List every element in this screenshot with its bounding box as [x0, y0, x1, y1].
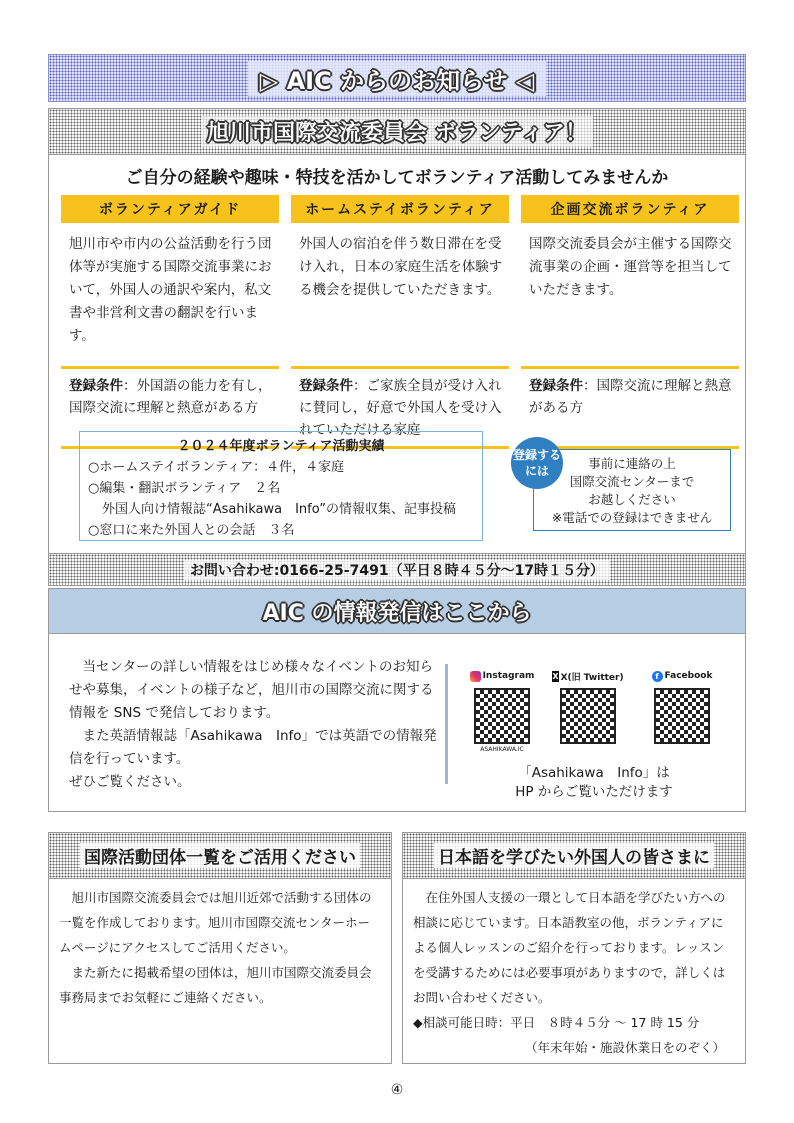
info-divider: [445, 664, 448, 784]
sns-x[interactable]: [553, 668, 623, 744]
column-condition: [521, 369, 739, 449]
hp-note-line: 「Asahikawa Info」は: [518, 765, 670, 781]
contact-text: お問い合わせ:0166-25-7491（平日８時４５分～17時１５分）: [184, 560, 610, 580]
column-description: 旭川市や市内の公益活動を行う団体等が実施する国際交流事業において，外国人の通訳や案内，私文書や非営利文書の翻訳を行います。: [61, 223, 279, 369]
register-line: 国際交流センターまで: [569, 474, 695, 489]
info-title-bar: [48, 588, 746, 634]
hp-note: [469, 764, 719, 802]
info-paragraph: ぜひご覧ください。: [69, 774, 191, 790]
record-line: 外国人向け情報誌“Asahikawa Info”の情報収集、記事投稿: [102, 502, 456, 517]
japanese-box: [402, 832, 746, 1064]
facebook-qr-code[interactable]: [654, 688, 710, 744]
info-text: [69, 656, 437, 794]
contact-bar: [49, 553, 745, 585]
condition-text: ：国際交流に理解と熱意がある方: [529, 378, 732, 416]
condition-text: ：外国語の能力を有し，国際交流に理解と熱意がある方: [69, 378, 272, 416]
column-label: ホームステイボランティア: [291, 195, 509, 223]
activity-record-box: [79, 431, 483, 541]
record-line: ○ホームステイボランティア：４件，４家庭: [88, 460, 345, 475]
sns-name: X(旧 Twitter): [560, 672, 624, 683]
groups-paragraph: また新たに掲載希望の団体は，旭川市国際交流委員会事務局までお気軽にご連絡ください。: [59, 965, 372, 1005]
record-line: ○編集・翻訳ボランティア ２名: [88, 481, 281, 496]
volunteer-title: 旭川市国際交流委員会 ボランティア！: [201, 116, 593, 147]
japanese-paragraph: 在住外国人支援の一環として日本語を学びたい方への相談に応じています。日本語教室の他，ボランティアによる個人レッスンのご紹介を行っております。レッスンを受講するためには必要事項がありますので，詳しくはお問い合わせください。: [413, 890, 726, 1005]
register-line: ※電話での登録はできません: [551, 510, 713, 525]
groups-paragraph: 旭川市国際交流委員会では旭川近郊で活動する団体の一覧を作成しております。旭川市国際交流センターホームページにアクセスしてご活用ください。: [59, 890, 372, 955]
record-line: ○窓口に来た外国人との会話 ３名: [88, 523, 295, 538]
condition-label: 登録条件: [299, 378, 353, 394]
info-title: AIC の情報発信はここから: [262, 600, 532, 626]
column-label: 企画交流ボランティア: [521, 195, 739, 223]
condition-text: ：ご家族全員が受け入れに賛同し，好意で外国人を受け入れていただける家庭: [299, 378, 502, 438]
instagram-icon: [470, 671, 481, 682]
japanese-title-bar: [403, 833, 745, 879]
column-description: 外国人の宿泊を伴う数日滞在を受け入れ，日本の家庭生活を体験する機会を提供していただきます。: [291, 223, 509, 369]
record-title: ２０２４年度ボランティア活動実績: [177, 439, 385, 454]
register-badge: 登録するには: [511, 437, 563, 489]
condition-label: 登録条件: [529, 378, 583, 394]
groups-body: [49, 879, 391, 1010]
aic-news-banner: [48, 54, 746, 102]
register-line: お越しください: [588, 492, 676, 507]
banner-title: ▷ AIC からのお知らせ ◁: [248, 61, 546, 96]
x-icon: X: [552, 671, 559, 681]
info-paragraph: 当センターの詳しい情報をはじめ様々なイベントのお知らせや募集，イベントの様子など，旭川市の国際交流に関する情報を SNS で発信しております。: [69, 659, 434, 721]
hp-note-line: HP からご覧いただけます: [515, 784, 673, 800]
info-body: [48, 634, 746, 812]
page-number: ④: [390, 1082, 404, 1098]
x-qr-code[interactable]: [560, 688, 616, 744]
groups-title-bar: [49, 833, 391, 879]
volunteer-column-guide: [61, 195, 279, 449]
instagram-qr-code[interactable]: [474, 688, 530, 744]
info-paragraph: また英語情報誌「Asahikawa Info」では英語での情報発信を行っています。: [69, 728, 437, 767]
volunteer-lead: ご自分の経験や趣味・特技を活かしてボランティア活動してみませんか: [125, 168, 669, 188]
volunteer-title-bar: [49, 109, 745, 155]
japanese-title: 日本語を学びたい外国人の皆さまに: [434, 843, 714, 868]
groups-title: 国際活動団体一覧をご活用ください: [80, 843, 360, 868]
japanese-note: （年末年始・施設休業日をのぞく）: [524, 1040, 725, 1055]
column-description: 国際交流委員会が主催する国際交流事業の企画・運営等を担当していただきます。: [521, 223, 739, 369]
groups-box: [48, 832, 392, 1064]
sns-instagram[interactable]: [467, 668, 537, 753]
sns-name: Instagram: [482, 671, 535, 681]
register-line: 事前に連絡の上: [588, 456, 676, 471]
facebook-icon: f: [652, 671, 663, 682]
sns-name: Facebook: [664, 671, 713, 681]
condition-label: 登録条件: [69, 378, 123, 394]
sns-account: ASAHIKAWA.IC: [480, 746, 524, 753]
sns-facebook[interactable]: [647, 668, 717, 744]
volunteer-column-planning: [521, 195, 739, 449]
volunteer-column-homestay: [291, 195, 509, 449]
japanese-body: [403, 879, 745, 1060]
japanese-hours: ◆相談可能日時：平日 ８時４５分 ～ 17 時 15 分: [413, 1015, 700, 1030]
column-label: ボランティアガイド: [61, 195, 279, 223]
volunteer-section: [48, 108, 746, 586]
